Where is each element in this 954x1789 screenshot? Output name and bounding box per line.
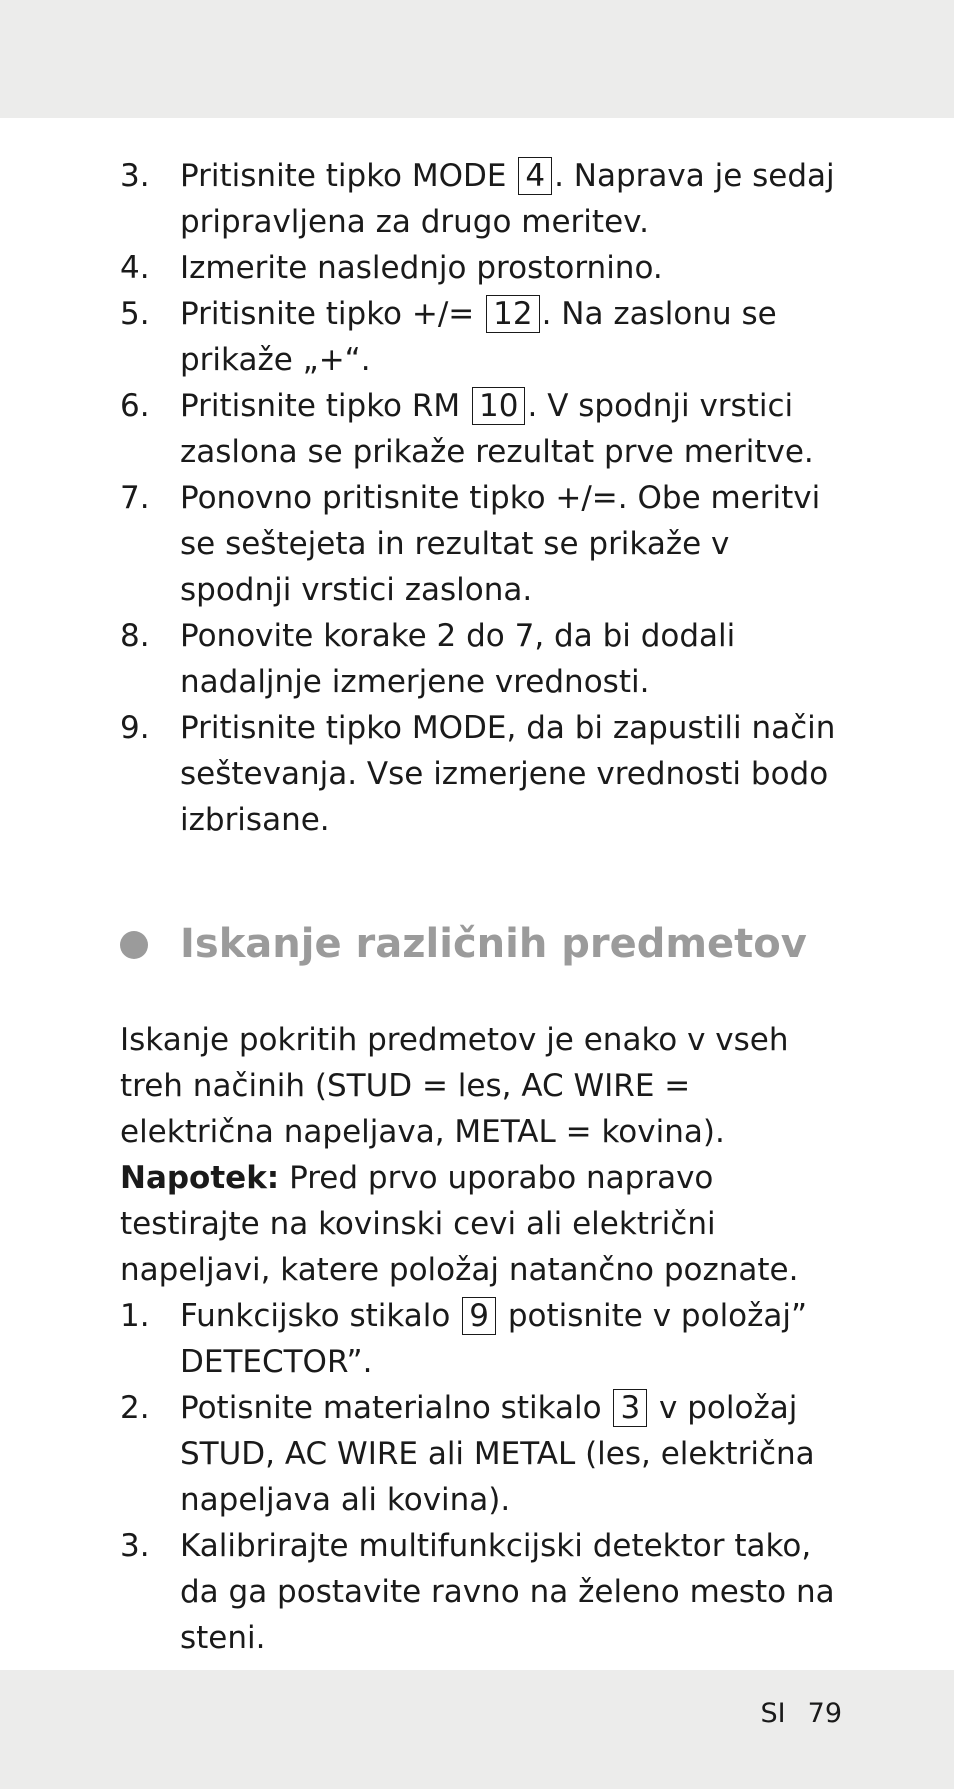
step-number: 9. bbox=[120, 710, 150, 746]
step-number: 3. bbox=[120, 1528, 150, 1564]
note-text: Pred prvo uporabo napravo testirajte na kovinski cevi ali električni napeljavi, katere položaj natančno poznate. bbox=[120, 1160, 799, 1288]
step-text: Izmerite naslednjo prostornino. bbox=[180, 250, 663, 286]
footer-band bbox=[0, 1670, 954, 1789]
part-reference-box: 12 bbox=[486, 295, 539, 333]
list-item bbox=[120, 383, 850, 475]
section-title: Iskanje različnih predmetov bbox=[180, 921, 807, 967]
list-item bbox=[120, 291, 850, 383]
page-content bbox=[120, 153, 850, 1661]
steps-list-detector bbox=[120, 1293, 850, 1661]
step-text: Funkcijsko stikalo bbox=[180, 1298, 461, 1334]
step-number: 3. bbox=[120, 158, 150, 194]
step-number: 5. bbox=[120, 296, 150, 332]
page-footer bbox=[761, 1698, 842, 1729]
intro-text: Iskanje pokritih predmetov je enako v vseh treh načinih (STUD = les, AC WIRE = električna napeljava, METAL = kovina). bbox=[120, 1022, 789, 1150]
step-text: Pritisnite tipko +/= bbox=[180, 296, 485, 332]
step-text-continued: . Na zaslonu se prikaže „+“. bbox=[180, 296, 777, 378]
header-band bbox=[0, 0, 954, 118]
list-item bbox=[120, 475, 850, 613]
list-item bbox=[120, 705, 850, 843]
language-code: SI bbox=[760, 1698, 786, 1729]
part-reference-box: 10 bbox=[472, 387, 525, 425]
list-item bbox=[120, 245, 850, 291]
part-reference-box: 9 bbox=[462, 1297, 496, 1335]
step-text: Kalibrirajte multifunkcijski detektor tako, da ga postavite ravno na želeno mesto na steni. bbox=[180, 1528, 835, 1656]
step-text-continued: v položaj STUD, AC WIRE ali METAL (les, električna napeljava ali kovina). bbox=[180, 1390, 815, 1518]
steps-list-continued bbox=[120, 153, 850, 843]
page-number: 79 bbox=[807, 1698, 842, 1729]
step-text-continued: potisnite v položaj” DETECTOR”. bbox=[180, 1298, 808, 1380]
step-number: 1. bbox=[120, 1298, 150, 1334]
step-text: Ponovno pritisnite tipko +/=. Obe meritvi se seštejeta in rezultat se prikaže v spodnji vrstici zaslona. bbox=[180, 480, 821, 608]
step-number: 6. bbox=[120, 388, 150, 424]
step-number: 4. bbox=[120, 250, 150, 286]
step-text: Ponovite korake 2 do 7, da bi dodali nadaljnje izmerjene vrednosti. bbox=[180, 618, 736, 700]
step-text: Pritisnite tipko MODE, da bi zapustili način seštevanja. Vse izmerjene vrednosti bodo izbrisane. bbox=[180, 710, 836, 838]
step-number: 2. bbox=[120, 1390, 150, 1426]
list-item bbox=[120, 1385, 850, 1523]
step-number: 8. bbox=[120, 618, 150, 654]
list-item bbox=[120, 1293, 850, 1385]
step-text-continued: . Naprava je sedaj pripravljena za drugo meritev. bbox=[180, 158, 835, 240]
step-text-continued: . V spodnji vrstici zaslona se prikaže rezultat prve meritve. bbox=[180, 388, 814, 470]
intro-paragraph bbox=[120, 1017, 850, 1293]
step-number: 7. bbox=[120, 480, 150, 516]
step-text: Potisnite materialno stikalo bbox=[180, 1390, 612, 1426]
list-item bbox=[120, 1523, 850, 1661]
list-item bbox=[120, 153, 850, 245]
part-reference-box: 4 bbox=[518, 157, 552, 195]
bullet-icon bbox=[120, 931, 148, 959]
part-reference-box: 3 bbox=[613, 1389, 647, 1427]
step-text: Pritisnite tipko RM bbox=[180, 388, 471, 424]
step-text: Pritisnite tipko MODE bbox=[180, 158, 517, 194]
section-heading bbox=[120, 921, 850, 967]
note-label: Napotek: bbox=[120, 1160, 280, 1196]
list-item bbox=[120, 613, 850, 705]
